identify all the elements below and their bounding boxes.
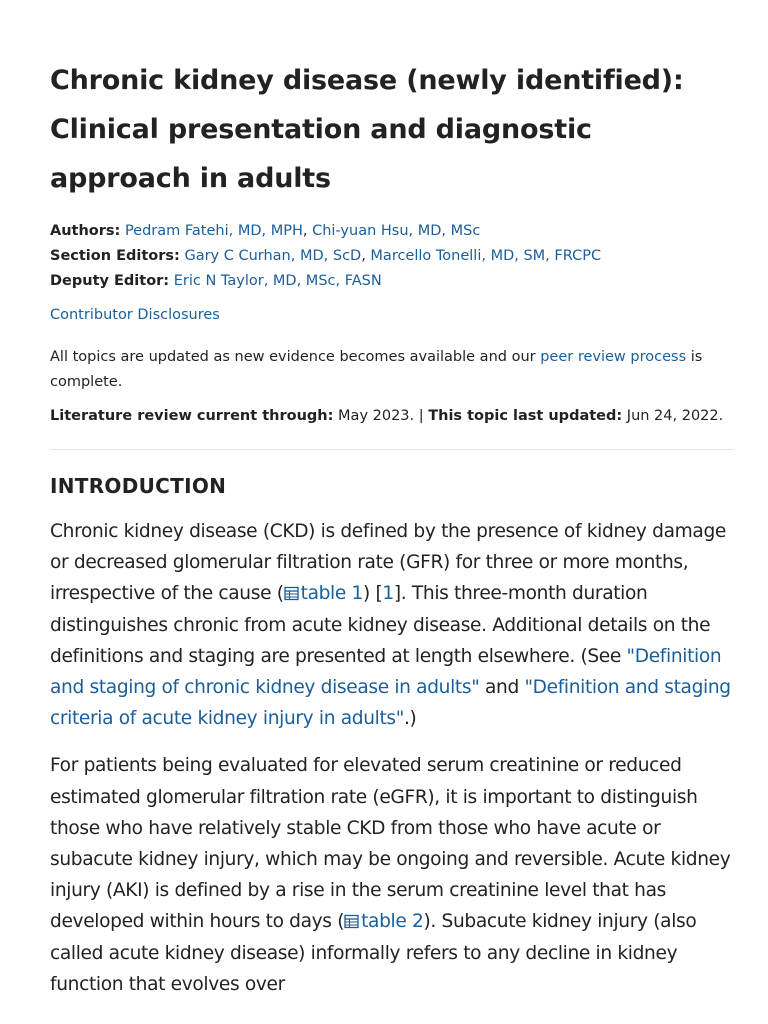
reference-1-link[interactable]: 1 — [382, 583, 394, 605]
para1-text-1: Chronic kidney disease (CKD) is defined by the presence of kidney damage or decreased glomerular filtration rate (GFR) for three or more months, irrespective of the cause ( — [50, 521, 726, 605]
update-notice — [50, 345, 734, 395]
literature-review-value: May 2023. | — [333, 408, 429, 424]
table-1-link[interactable] — [284, 583, 363, 604]
page-title: Chronic kidney disease (newly identified): Clinical presentation and diagnostic approach in adults — [50, 65, 684, 194]
para1-text-4: and — [479, 677, 525, 699]
disclosures-line — [50, 303, 734, 328]
last-updated-label: This topic last updated: — [428, 408, 623, 424]
peer-review-process-link[interactable]: peer review process — [540, 349, 687, 365]
literature-review-label: Literature review current through: — [50, 408, 334, 424]
deputy-editor-label: Deputy Editor: — [50, 273, 170, 289]
section-heading-introduction: INTRODUCTION — [50, 474, 227, 498]
para2-text-2: ). Subacute kidney injury (also called acute kidney disease) informally refers to any decline in kidney function that evolves over — [50, 911, 697, 995]
table-1-link-label: table 1 — [300, 583, 364, 605]
table-2-link-label: table 2 — [361, 911, 424, 933]
notice-text-before: All topics are updated as new evidence becomes available and our — [50, 349, 541, 365]
contributor-disclosures-link[interactable]: Contributor Disclosures — [50, 307, 220, 323]
aki-definition-link[interactable]: "Definition and staging criteria of acute kidney injury in adults" — [50, 677, 731, 730]
intro-paragraph-2 — [50, 750, 740, 1000]
author-link-1[interactable]: Pedram Fatehi, MD, MPH — [124, 223, 303, 239]
author-link-2[interactable]: Chi-yuan Hsu, MD, MSc — [312, 223, 481, 239]
section-editor-link-2[interactable]: Marcello Tonelli, MD, SM, FRCPC — [370, 248, 602, 264]
section-editors-line: Section Editors: Gary C Curhan, MD, ScD, Marcello Tonelli, MD, SM, FRCPC — [50, 248, 602, 264]
para1-text-3: ]. This three-month duration distinguishes chronic from acute kidney disease. Additional details on the definitions and staging are presented at length elsewhere. (See — [50, 583, 711, 667]
para2-text-1: For patients being evaluated for elevated serum creatinine or reduced estimated glomerular filtration rate (eGFR), it is important to distinguish those who have relatively stable CKD from those who have acute or subacute kidney injury, which may be ongoing and reversible. Acute kidney injury (AKI) is defined by a rise in the serum creatinine level that has developed within hours to days ( — [50, 755, 731, 933]
section-divider — [50, 449, 734, 450]
review-dates — [50, 404, 734, 429]
notice-text-after: is complete. — [50, 349, 703, 390]
deputy-editor-line — [50, 269, 734, 294]
authors-line: Authors: Pedram Fatehi, MD, MPH, Chi-yuan Hsu, MD, MSc — [50, 223, 481, 239]
last-updated-value: Jun 24, 2022. — [622, 408, 724, 424]
table-icon — [344, 914, 359, 929]
table-icon — [284, 586, 299, 601]
intro-paragraph-1 — [50, 516, 740, 734]
table-2-link[interactable] — [344, 911, 423, 932]
deputy-editor-link[interactable]: Eric N Taylor, MD, MSc, FASN — [173, 273, 382, 289]
para1-text-2: ) [ — [363, 583, 383, 605]
authors-label: Authors: — [50, 223, 121, 239]
section-editor-link-1[interactable]: Gary C Curhan, MD, ScD — [184, 248, 362, 264]
section-editors-label: Section Editors: — [50, 248, 180, 264]
ckd-definition-link[interactable]: "Definition and staging of chronic kidney disease in adults" — [50, 645, 722, 699]
para1-text-5: .) — [403, 708, 417, 730]
